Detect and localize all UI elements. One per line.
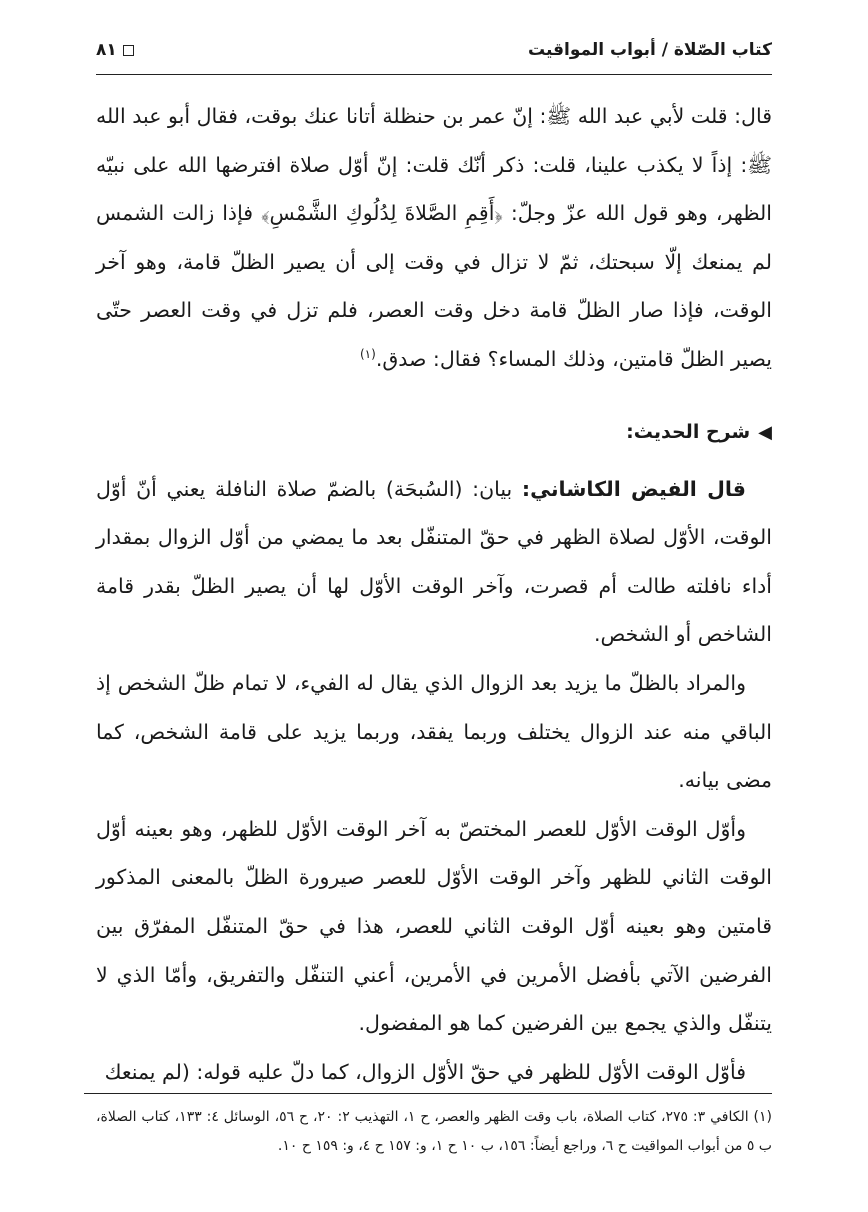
commentator-name: قال الفيض الكاشاني: — [521, 476, 746, 501]
hadith-paragraph — [96, 92, 772, 384]
triangle-bullet-icon: ◀ — [758, 421, 772, 443]
commentary-text-4: فأوّل الوقت الأوّل للظهر في حقّ الأوّل الزوال، كما دلّ عليه قوله: (لم يمنعك — [104, 1059, 746, 1084]
section-heading-text: شرح الحديث: — [626, 420, 751, 443]
commentary-paragraph-3 — [96, 805, 772, 1048]
page-number-block — [96, 40, 140, 60]
commentary-paragraph-1 — [96, 465, 772, 659]
commentary-text-3: وأوّل الوقت الأوّل للعصر المختصّ به آخر الوقت الأوّل للظهر، وهو بعينه أوّل الوقت الثاني للظهر وآخر الوقت الأوّل للعصر صيرورة الظلّ بالمعنى المذكور قامتين وهو بعينه أوّل الوقت الثاني للعصر، هذا في حقّ المتنفّل المفرّق بين الفرضين الآتي بأفضل الأمرين في الأمرين، أعني التنفّل والتفريق، وأمّا الذي لا يتنفّل والذي يجمع بين الفرضين كما هو المفضول. — [96, 816, 772, 1036]
commentary-paragraph-2 — [96, 659, 772, 805]
header-title: كتاب الصّلاة / أبواب المواقيت — [527, 40, 772, 60]
square-ornament-icon — [123, 45, 134, 56]
commentary-text-2: والمراد بالظلّ ما يزيد بعد الزوال الذي يقال له الفيء، لا تمام ظلّ الشخص إذ الباقي منه عند الزوال يختلف وربما يفقد، وربما يزيد على قامة الشخص، كما مضى بيانه. — [96, 670, 772, 793]
footnote-marker: (١) — [359, 347, 376, 362]
footnote: (١) الكافي ٣: ٢٧٥، كتاب الصلاة، باب وقت الظهر والعصر، ح ١، التهذيب ٢: ٢٠، ح ٥٦، الوسائل ٤: ١٣٣، كتاب الصلاة، ب ٥ من أبواب المواقيت ح ٦، وراجع أيضاً: ١٥٦، ب ١٠ ح ١، و: ١٥٧ ح ٤، و: ١٥٩ ح ١٠. — [96, 1109, 772, 1154]
footnote-divider — [84, 1093, 772, 1094]
hadith-text: قال: قلت لأبي عبد الله ﷺ: إنّ عمر بن حنظلة أتانا عنك بوقت، فقال أبو عبد الله ﷺ: إذاً لا يكذب علينا، قلت: ذكر أنّك قلت: إنّ أوّل صلاة افترضها الله على نبيّه الظهر، وهو قول الله عزّ وجلّ: ﴿أَقِمِ الصَّلاةَ لِدُلُوكِ الشَّمْسِ﴾ فإذا زالت الشمس لم يمنعك إلّا سبحتك، ثمّ لا تزال في وقت إلى أن يصير الظلّ قامة، وهو آخر الوقت، فإذا صار الظلّ قامة دخل وقت العصر، فلم تزل في وقت العصر حتّى يصير الظلّ قامتين، وذلك المساء؟ فقال: صدق. — [96, 104, 772, 371]
commentary-paragraph-4 — [96, 1048, 772, 1097]
main-text — [96, 92, 772, 1096]
page-number: ٨١ — [96, 40, 117, 60]
section-heading — [96, 412, 772, 453]
running-header — [96, 38, 772, 75]
commentary-text-1: بيان: (السُبحَة) بالضمّ صلاة النافلة يعني أنّ أوّل الوقت، الأوّل لصلاة الظهر في حقّ المتنفّل بعد ما يمضي من أوّل الزوال بمقدار أداء نافلته طالت أم قصرت، وآخر الوقت الأوّل لها أن يصير الظلّ بقدر قامة الشاخص أو الشخص. — [96, 476, 772, 647]
